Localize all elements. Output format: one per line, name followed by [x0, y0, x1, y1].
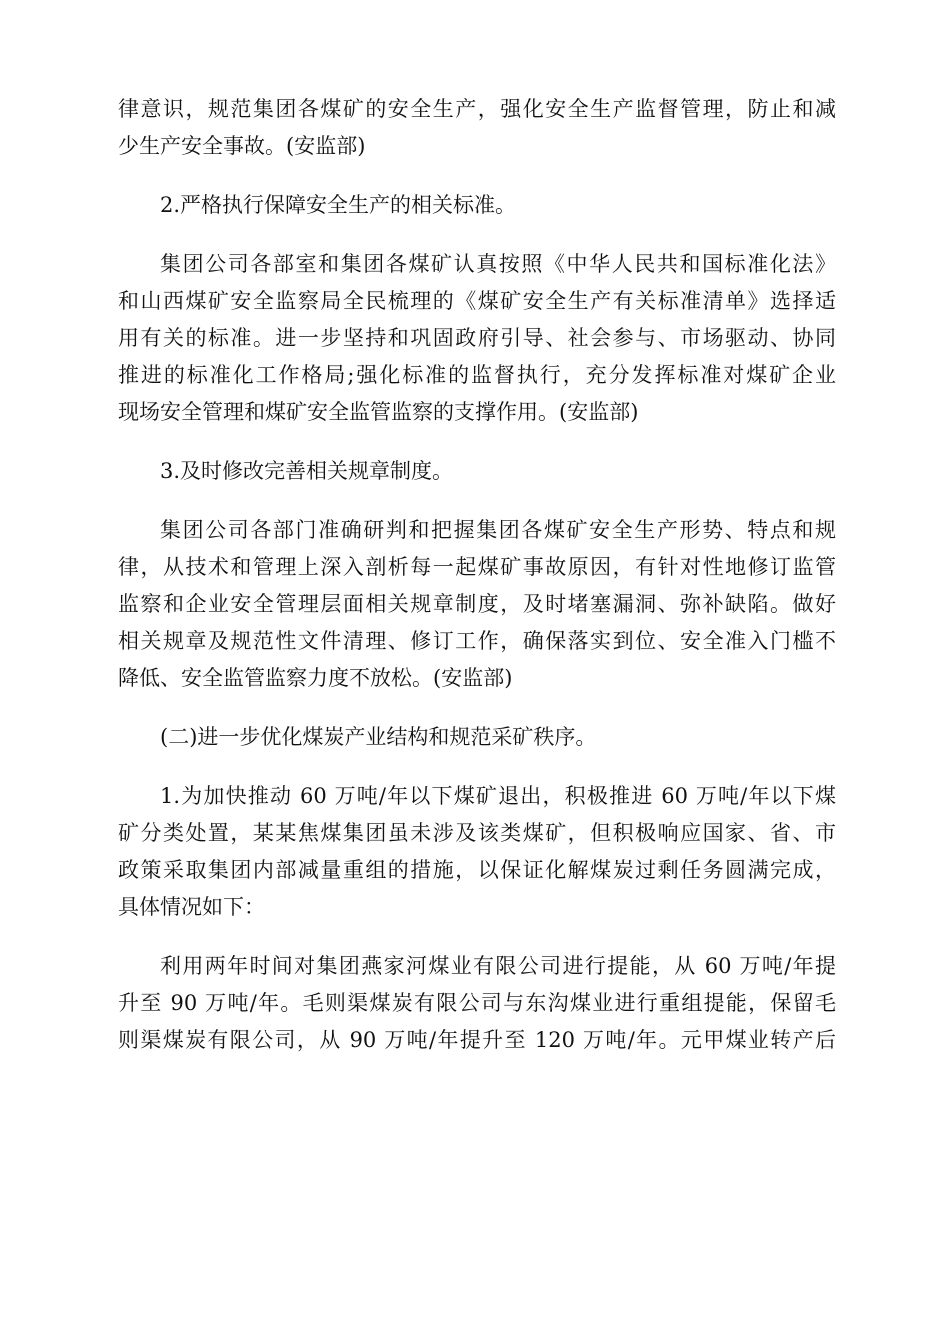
text-line: 3.及时修改完善相关规章制度。 [160, 459, 454, 483]
paragraph-5 [118, 512, 836, 697]
paragraph-8 [118, 948, 836, 1059]
text-line: 少生产安全事故。(安监部) [118, 134, 366, 158]
text-line: 矿分类处置，某某焦煤集团虽未涉及该类煤矿，但积极响应国家、省、市 [118, 821, 836, 845]
text-line: 则渠煤炭有限公司，从 90 万吨/年提升至 120 万吨/年。元甲煤业转产后 [118, 1028, 836, 1052]
paragraph-7 [118, 778, 836, 926]
paragraph-2-heading [118, 187, 836, 224]
text-line: 推进的标准化工作格局;强化标准的监督执行，充分发挥标准对煤矿企业 [118, 363, 836, 387]
paragraph-1 [118, 91, 836, 165]
text-line: 集团公司各部门准确研判和把握集团各煤矿安全生产形势、特点和规 [160, 518, 836, 542]
text-line: 律，从技术和管理上深入剖析每一起煤矿事故原因，有针对性地修订监管 [118, 555, 836, 579]
text-line: 集团公司各部室和集团各煤矿认真按照《中华人民共和国标准化法》 [160, 252, 836, 276]
text-line: 现场安全管理和煤矿安全监管监察的支撑作用。(安监部) [118, 400, 639, 424]
text-line: 用有关的标准。进一步坚持和巩固政府引导、社会参与、市场驱动、协同 [118, 326, 836, 350]
paragraph-4-heading [118, 453, 836, 490]
text-line: 1.为加快推动 60 万吨/年以下煤矿退出，积极推进 60 万吨/年以下煤 [160, 784, 836, 808]
document-body [118, 91, 836, 1059]
text-line: 相关规章及规范性文件清理、修订工作，确保落实到位、安全准入门槛不 [118, 629, 836, 653]
text-line: 政策采取集团内部减量重组的措施，以保证化解煤炭过剩任务圆满完成， [118, 858, 836, 882]
text-line: 监察和企业安全管理层面相关规章制度，及时堵塞漏洞、弥补缺陷。做好 [118, 592, 836, 616]
text-line: 具体情况如下： [118, 895, 265, 919]
text-line: 和山西煤矿安全监察局全民梳理的《煤矿安全生产有关标准清单》选择适 [118, 289, 836, 313]
text-line: 降低、安全监管监察力度不放松。(安监部) [118, 666, 513, 690]
paragraph-3 [118, 246, 836, 431]
text-line: 2.严格执行保障安全生产的相关标准。 [160, 193, 517, 217]
text-line: (二)进一步优化煤炭产业结构和规范采矿秩序。 [160, 725, 597, 749]
text-line: 利用两年时间对集团燕家河煤业有限公司进行提能，从 60 万吨/年提 [160, 954, 836, 978]
text-line: 升至 90 万吨/年。毛则渠煤炭有限公司与东沟煤业进行重组提能，保留毛 [118, 991, 836, 1015]
paragraph-6-heading [118, 719, 836, 756]
text-line: 律意识，规范集团各煤矿的安全生产，强化安全生产监督管理，防止和减 [118, 97, 836, 121]
